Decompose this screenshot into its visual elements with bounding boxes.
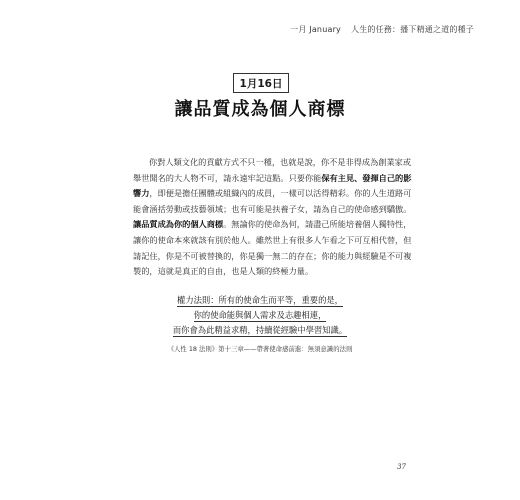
header-theme: 人生的任務：播下精通之道的種子 <box>351 25 474 34</box>
body-text-run: 讓你的使命本來就該有別於他人。雖然世上有很多人乍看之下可互相代替，但 <box>133 234 412 245</box>
body-line <box>133 202 412 218</box>
body-line <box>133 264 395 280</box>
entry-title: 讓品質成為個人商標 <box>174 99 346 120</box>
body-text-run: ，即便是擔任團體或組織內的成員，一樣可以活得精彩。你的人生道路可 <box>149 188 412 199</box>
body-line <box>133 249 412 265</box>
page-number: 37 <box>397 463 406 471</box>
body-line <box>133 171 412 187</box>
body-line <box>133 217 412 233</box>
header-month: 一月 January <box>290 25 341 34</box>
body-text-run: 你對人類文化的貢獻方式不只一種，也就是說，你不是非得成為創業家或 <box>149 157 412 167</box>
running-header <box>290 24 474 35</box>
body-line <box>133 186 412 202</box>
body-text-run: 舉世聞名的大人物不可，請永遠牢記這點。只要你能 <box>133 172 322 183</box>
power-law-line-3: 而你會為此精益求精，持續從經驗中學習知識。 <box>172 325 348 335</box>
body-emphasis: 響力 <box>133 188 150 199</box>
source-citation: 《人性 18 法則》第十三章——帶著使命感前進：無須意識的法則 <box>167 345 353 353</box>
body-paragraph <box>133 155 412 280</box>
body-text-run: 能會涵括勞動或技藝領域；也有可能是扶養子女，請為自己的使命感到驕傲。 <box>133 203 412 214</box>
body-text-run: 請記住，你是不可被替換的，你是獨一無二的存在；你的能力與經驗是不可複 <box>133 250 412 261</box>
power-law-line-2: 你的使命能與個人需求及志趣相連， <box>193 310 327 320</box>
body-emphasis: 保有主見、發揮自己的影 <box>321 172 412 183</box>
entry-date: 1月16日 <box>233 73 289 93</box>
power-law-line-1: 權力法則：所有的使命生而平等，重要的是， <box>177 295 343 305</box>
body-line <box>133 155 412 171</box>
power-law-block <box>0 293 520 338</box>
body-line <box>133 233 412 249</box>
body-text-run: 製的，這就是真正的自由，也是人類的終極力量。 <box>133 266 314 277</box>
body-text-run: 。無論你的使命為何，請盡己所能培養個人獨特性， <box>223 219 412 230</box>
body-emphasis: 讓品質成為你的個人商標 <box>133 219 224 230</box>
